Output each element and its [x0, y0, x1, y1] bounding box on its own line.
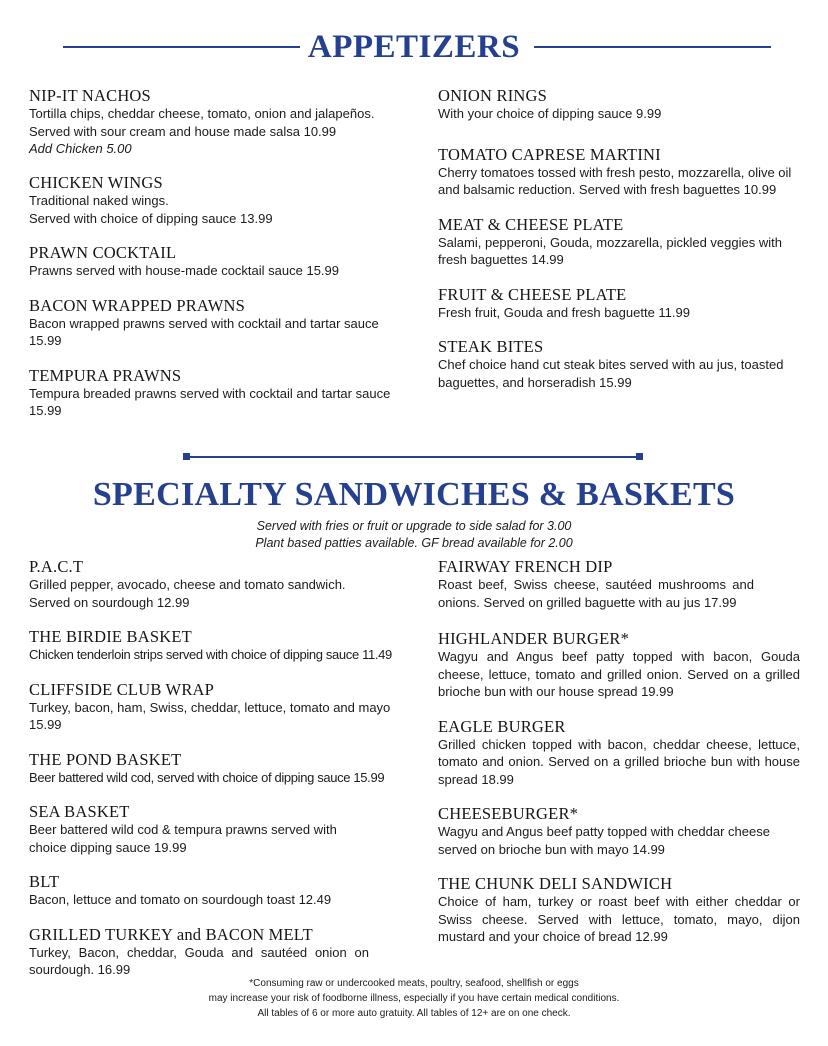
item-description: Tempura breaded prawns served with cocktail and tartar sauce 15.99	[29, 385, 391, 418]
item-name: FRUIT & CHEESE PLATE	[438, 284, 627, 304]
item-name: GRILLED TURKEY and BACON MELT	[29, 924, 313, 944]
item-description: Beer battered wild cod, served with choice of dipping sauce 15.99	[29, 769, 385, 785]
footer-line: *Consuming raw or undercooked meats, poultry, seafood, shellfish or eggs	[249, 978, 579, 989]
item-name: TOMATO CAPRESE MARTINI	[438, 144, 661, 164]
menu-item	[438, 145, 804, 199]
menu-item	[29, 872, 404, 909]
item-description: Turkey, Bacon, cheddar, Gouda and sautéed onion on sourdough. 16.99	[29, 944, 369, 977]
footer-line: All tables of 6 or more auto gratuity. All tables of 12+ are on one check.	[257, 1008, 571, 1019]
menu-item	[29, 296, 401, 350]
item-description: Chef choice hand cut steak bites served with au jus, toasted baguettes, and horseradish 15.99	[438, 357, 784, 390]
item-name: EAGLE BURGER	[438, 716, 566, 736]
item-name: NIP-IT NACHOS	[29, 86, 151, 105]
item-name: SEA BASKET	[29, 802, 130, 821]
item-description: Turkey, bacon, ham, Swiss, cheddar, lettuce, tomato and mayo 15.99	[29, 699, 391, 732]
divider-end-right	[636, 453, 643, 460]
item-name: MEAT & CHEESE PLATE	[438, 214, 624, 234]
menu-item	[438, 874, 800, 946]
menu-item	[438, 629, 800, 701]
menu-item	[29, 627, 404, 664]
menu-item	[438, 285, 804, 322]
menu-item	[438, 337, 804, 391]
item-description: Traditional naked wings. Served with choice of dipping sauce 13.99	[29, 193, 273, 226]
item-name: BLT	[29, 872, 60, 891]
item-name: FAIRWAY FRENCH DIP	[438, 557, 613, 576]
item-name: CLIFFSIDE CLUB WRAP	[29, 679, 215, 699]
sandwiches-right-column	[438, 557, 800, 962]
item-name: PRAWN COCKTAIL	[29, 243, 177, 262]
item-description: Grilled chicken topped with bacon, cheddar cheese, lettuce, tomato and onion. Served on a grilled brioche bun with house spread 18.99	[438, 736, 800, 787]
item-description: Cherry tomatoes tossed with fresh pesto, mozzarella, olive oil and balsamic reduction. Served with fresh baguettes 10.99	[438, 164, 792, 197]
item-name: HIGHLANDER BURGER*	[438, 629, 630, 648]
menu-item	[29, 243, 401, 280]
item-description: Grilled pepper, avocado, cheese and tomato sandwich. Served on sourdough 12.99	[29, 577, 346, 610]
item-description: Salami, pepperoni, Gouda, mozzarella, pickled veggies with fresh baguettes 14.99	[438, 234, 782, 267]
sandwiches-subtitle: Plant based patties available. GF bread available for 2.00	[255, 536, 573, 550]
item-description: Fresh fruit, Gouda and fresh baguette 11.99	[438, 304, 690, 320]
menu-item	[29, 925, 404, 979]
item-description: Wagyu and Angus beef patty topped with cheddar cheese served on brioche bun with mayo 14.99	[438, 824, 770, 857]
menu-item	[29, 86, 401, 157]
footer-disclaimer	[0, 976, 828, 1021]
item-name: CHICKEN WINGS	[29, 173, 163, 192]
item-name: BACON WRAPPED PRAWNS	[29, 295, 245, 315]
sandwiches-subtitle: Served with fries or fruit or upgrade to side salad for 3.00	[256, 519, 572, 533]
sandwiches-left-column	[29, 557, 404, 995]
menu-item	[29, 173, 401, 227]
menu-item	[438, 717, 800, 789]
item-description: Roast beef, Swiss cheese, sautéed mushrooms and onions. Served on grilled baguette with au jus 17.99	[438, 577, 754, 610]
item-description: Chicken tenderloin strips served with choice of dipping sauce 11.49	[29, 647, 392, 662]
item-description: Tortilla chips, cheddar cheese, tomato, onion and jalapeños. Served with sour cream and house made salsa 10.99	[29, 106, 375, 139]
item-name: THE CHUNK DELI SANDWICH	[438, 874, 673, 893]
item-description: Bacon, lettuce and tomato on sourdough toast 12.49	[29, 892, 332, 907]
item-name: THE BIRDIE BASKET	[29, 627, 192, 646]
menu-item	[29, 366, 401, 420]
menu-item	[29, 750, 404, 787]
menu-item	[438, 804, 800, 858]
item-addon: Add Chicken 5.00	[29, 141, 132, 156]
header-rule-right	[534, 46, 771, 48]
menu-item	[29, 680, 404, 734]
item-name: P.A.C.T	[29, 557, 84, 576]
menu-item	[438, 215, 804, 269]
sandwiches-title: SPECIALTY SANDWICHES & BASKETS	[92, 476, 736, 513]
item-description: Wagyu and Angus beef patty topped with bacon, Gouda cheese, lettuce, tomato and grilled onion. Served on a grilled brioche bun with our house spread 19.99	[438, 649, 800, 699]
item-description: Prawns served with house-made cocktail sauce 15.99	[29, 263, 339, 278]
item-description: With your choice of dipping sauce 9.99	[438, 106, 662, 121]
item-name: THE POND BASKET	[29, 749, 182, 769]
item-name: STEAK BITES	[438, 337, 544, 356]
menu-item	[29, 802, 404, 856]
item-description: Choice of ham, turkey or roast beef with either cheddar or Swiss cheese. Served with lettuce, tomato, mayo, dijon mustard and your choice of bread 12.99	[438, 894, 800, 944]
menu-item	[438, 557, 800, 611]
appetizers-title: APPETIZERS	[307, 29, 521, 65]
appetizers-left-column	[29, 86, 401, 436]
item-name: CHEESEBURGER*	[438, 804, 579, 823]
menu-item	[438, 86, 804, 123]
footer-line: may increase your risk of foodborne illness, especially if you have certain medical conditions.	[208, 993, 620, 1004]
appetizers-right-column	[438, 86, 804, 407]
item-name: TEMPURA PRAWNS	[29, 365, 182, 385]
item-description: Bacon wrapped prawns served with cocktail and tartar sauce 15.99	[29, 315, 379, 348]
item-description: Beer battered wild cod & tempura prawns served with choice dipping sauce 19.99	[29, 822, 337, 855]
item-name: ONION RINGS	[438, 86, 547, 105]
menu-item	[29, 557, 404, 611]
section-divider	[188, 456, 638, 458]
